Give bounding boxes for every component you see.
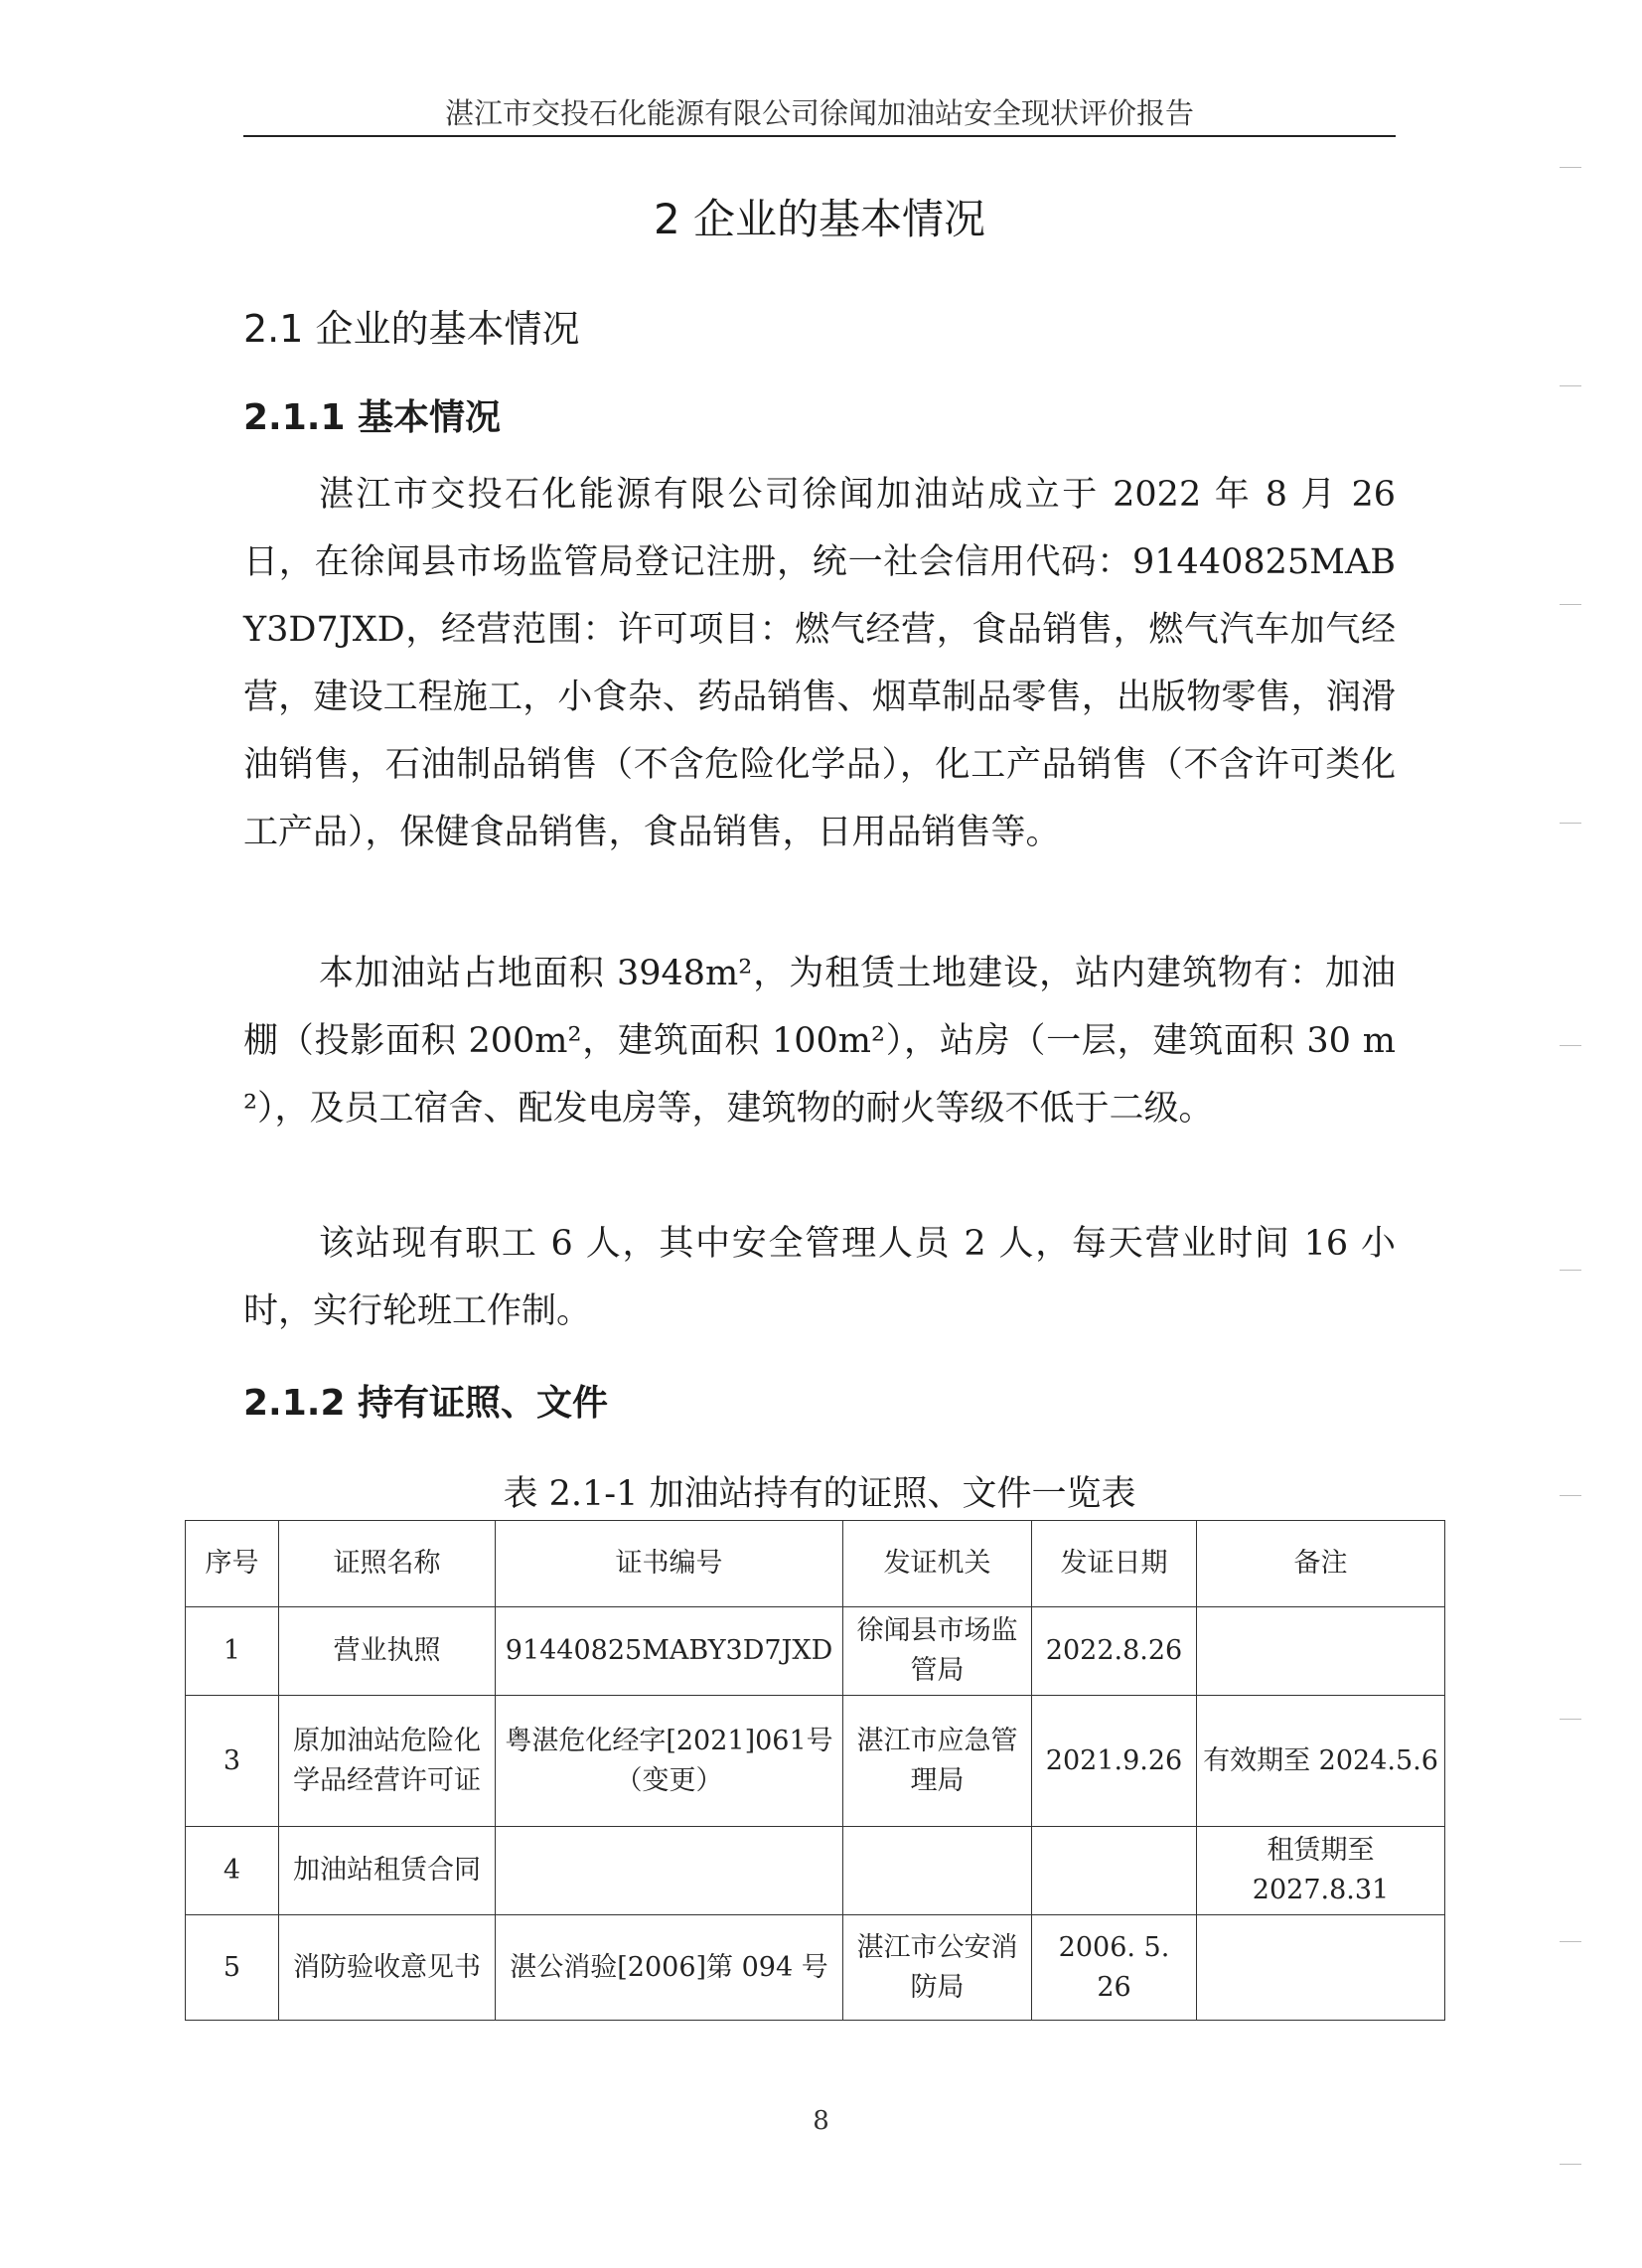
paragraph-staff: 该站现有职工 6 人，其中安全管理人员 2 人，每天营业时间 16 小时，实行轮班工作制。 [243, 1224, 1396, 1331]
scan-mark [1560, 2164, 1581, 2165]
paragraph-site-area: 本加油站占地面积 3948m²，为租赁土地建设，站内建筑物有：加油棚（投影面积 200m²，建筑面积 100m²），站房（一层，建筑面积 30 m²），及员工宿舍、配发电房等，建筑物的耐火等级不低于二级。 [243, 954, 1396, 1129]
scan-mark [1560, 385, 1581, 386]
scan-mark [1560, 167, 1581, 168]
table-cell: 湛公消验[2006]第 094 号 [496, 1915, 843, 2021]
table-cell: 4 [186, 1827, 279, 1915]
header-cell: 发证日期 [1032, 1521, 1197, 1607]
header-cell: 备注 [1197, 1521, 1445, 1607]
table-cell [843, 1827, 1032, 1915]
table-cell: 粤湛危化经字[2021]061号（变更） [496, 1696, 843, 1827]
subsection-title-licenses: 2.1.2 持有证照、文件 [243, 1383, 609, 1424]
table-cell: 1 [186, 1607, 279, 1696]
table-cell: 加油站租赁合同 [279, 1827, 496, 1915]
table-cell: 2006. 5. 26 [1032, 1915, 1197, 2021]
table-cell: 5 [186, 1915, 279, 2021]
header-rule [243, 135, 1396, 137]
scan-mark [1560, 604, 1581, 605]
chapter-title: 2 企业的基本情况 [653, 195, 986, 243]
header-cell: 序号 [186, 1521, 279, 1607]
table-cell [496, 1827, 843, 1915]
table-cell: 湛江市应急管理局 [843, 1696, 1032, 1827]
table-cell: 营业执照 [279, 1607, 496, 1696]
table-cell: 2022.8.26 [1032, 1607, 1197, 1696]
header-cell: 发证机关 [843, 1521, 1032, 1607]
table-caption: 表 2.1-1 加油站持有的证照、文件一览表 [503, 1474, 1136, 1514]
license-table [185, 1520, 1445, 2021]
scan-mark [1560, 823, 1581, 824]
section-title: 2.1 企业的基本情况 [243, 307, 580, 351]
running-header: 湛江市交投石化能源有限公司徐闻加油站安全现状评价报告 [444, 96, 1194, 130]
table-cell: 原加油站危险化学品经营许可证 [279, 1696, 496, 1827]
scan-mark [1560, 1045, 1581, 1046]
table-cell: 消防验收意见书 [279, 1915, 496, 2021]
table-row [186, 1696, 1445, 1827]
header-cell: 证照名称 [279, 1521, 496, 1607]
table-row [186, 1827, 1445, 1915]
table-row [186, 1607, 1445, 1696]
table-cell: 徐闻县市场监管局 [843, 1607, 1032, 1696]
table-cell [1197, 1915, 1445, 2021]
table-row [186, 1915, 1445, 2021]
scan-mark [1560, 1495, 1581, 1496]
scan-mark [1560, 1270, 1581, 1271]
table-header-row [186, 1521, 1445, 1607]
table-cell: 租赁期至 2027.8.31 [1197, 1827, 1445, 1915]
table-cell: 91440825MABY3D7JXD [496, 1607, 843, 1696]
table-cell: 2021.9.26 [1032, 1696, 1197, 1827]
table-cell: 湛江市公安消防局 [843, 1915, 1032, 2021]
subsection-title-basic: 2.1.1 基本情况 [243, 397, 502, 438]
table-cell: 有效期至 2024.5.6 [1197, 1696, 1445, 1827]
table-cell: 3 [186, 1696, 279, 1827]
table-cell [1032, 1827, 1197, 1915]
table-cell [1197, 1607, 1445, 1696]
scan-mark [1560, 1719, 1581, 1720]
paragraph-company-info: 湛江市交投石化能源有限公司徐闻加油站成立于 2022 年 8 月 26 日，在徐闻县市场监管局登记注册，统一社会信用代码：91440825MABY3D7JXD，经营范围：许可项目：燃气经营，食品销售，燃气汽车加气经营，建设工程施工，小食杂、药品销售、烟草制品零售，出版物零售，润滑油销售，石油制品销售（不含危险化学品），化工产品销售（不含许可类化工产品），保健食品销售，食品销售，日用品销售等。 [243, 475, 1396, 852]
header-cell: 证书编号 [496, 1521, 843, 1607]
scan-mark [1560, 1941, 1581, 1942]
page-number: 8 [813, 2106, 829, 2136]
